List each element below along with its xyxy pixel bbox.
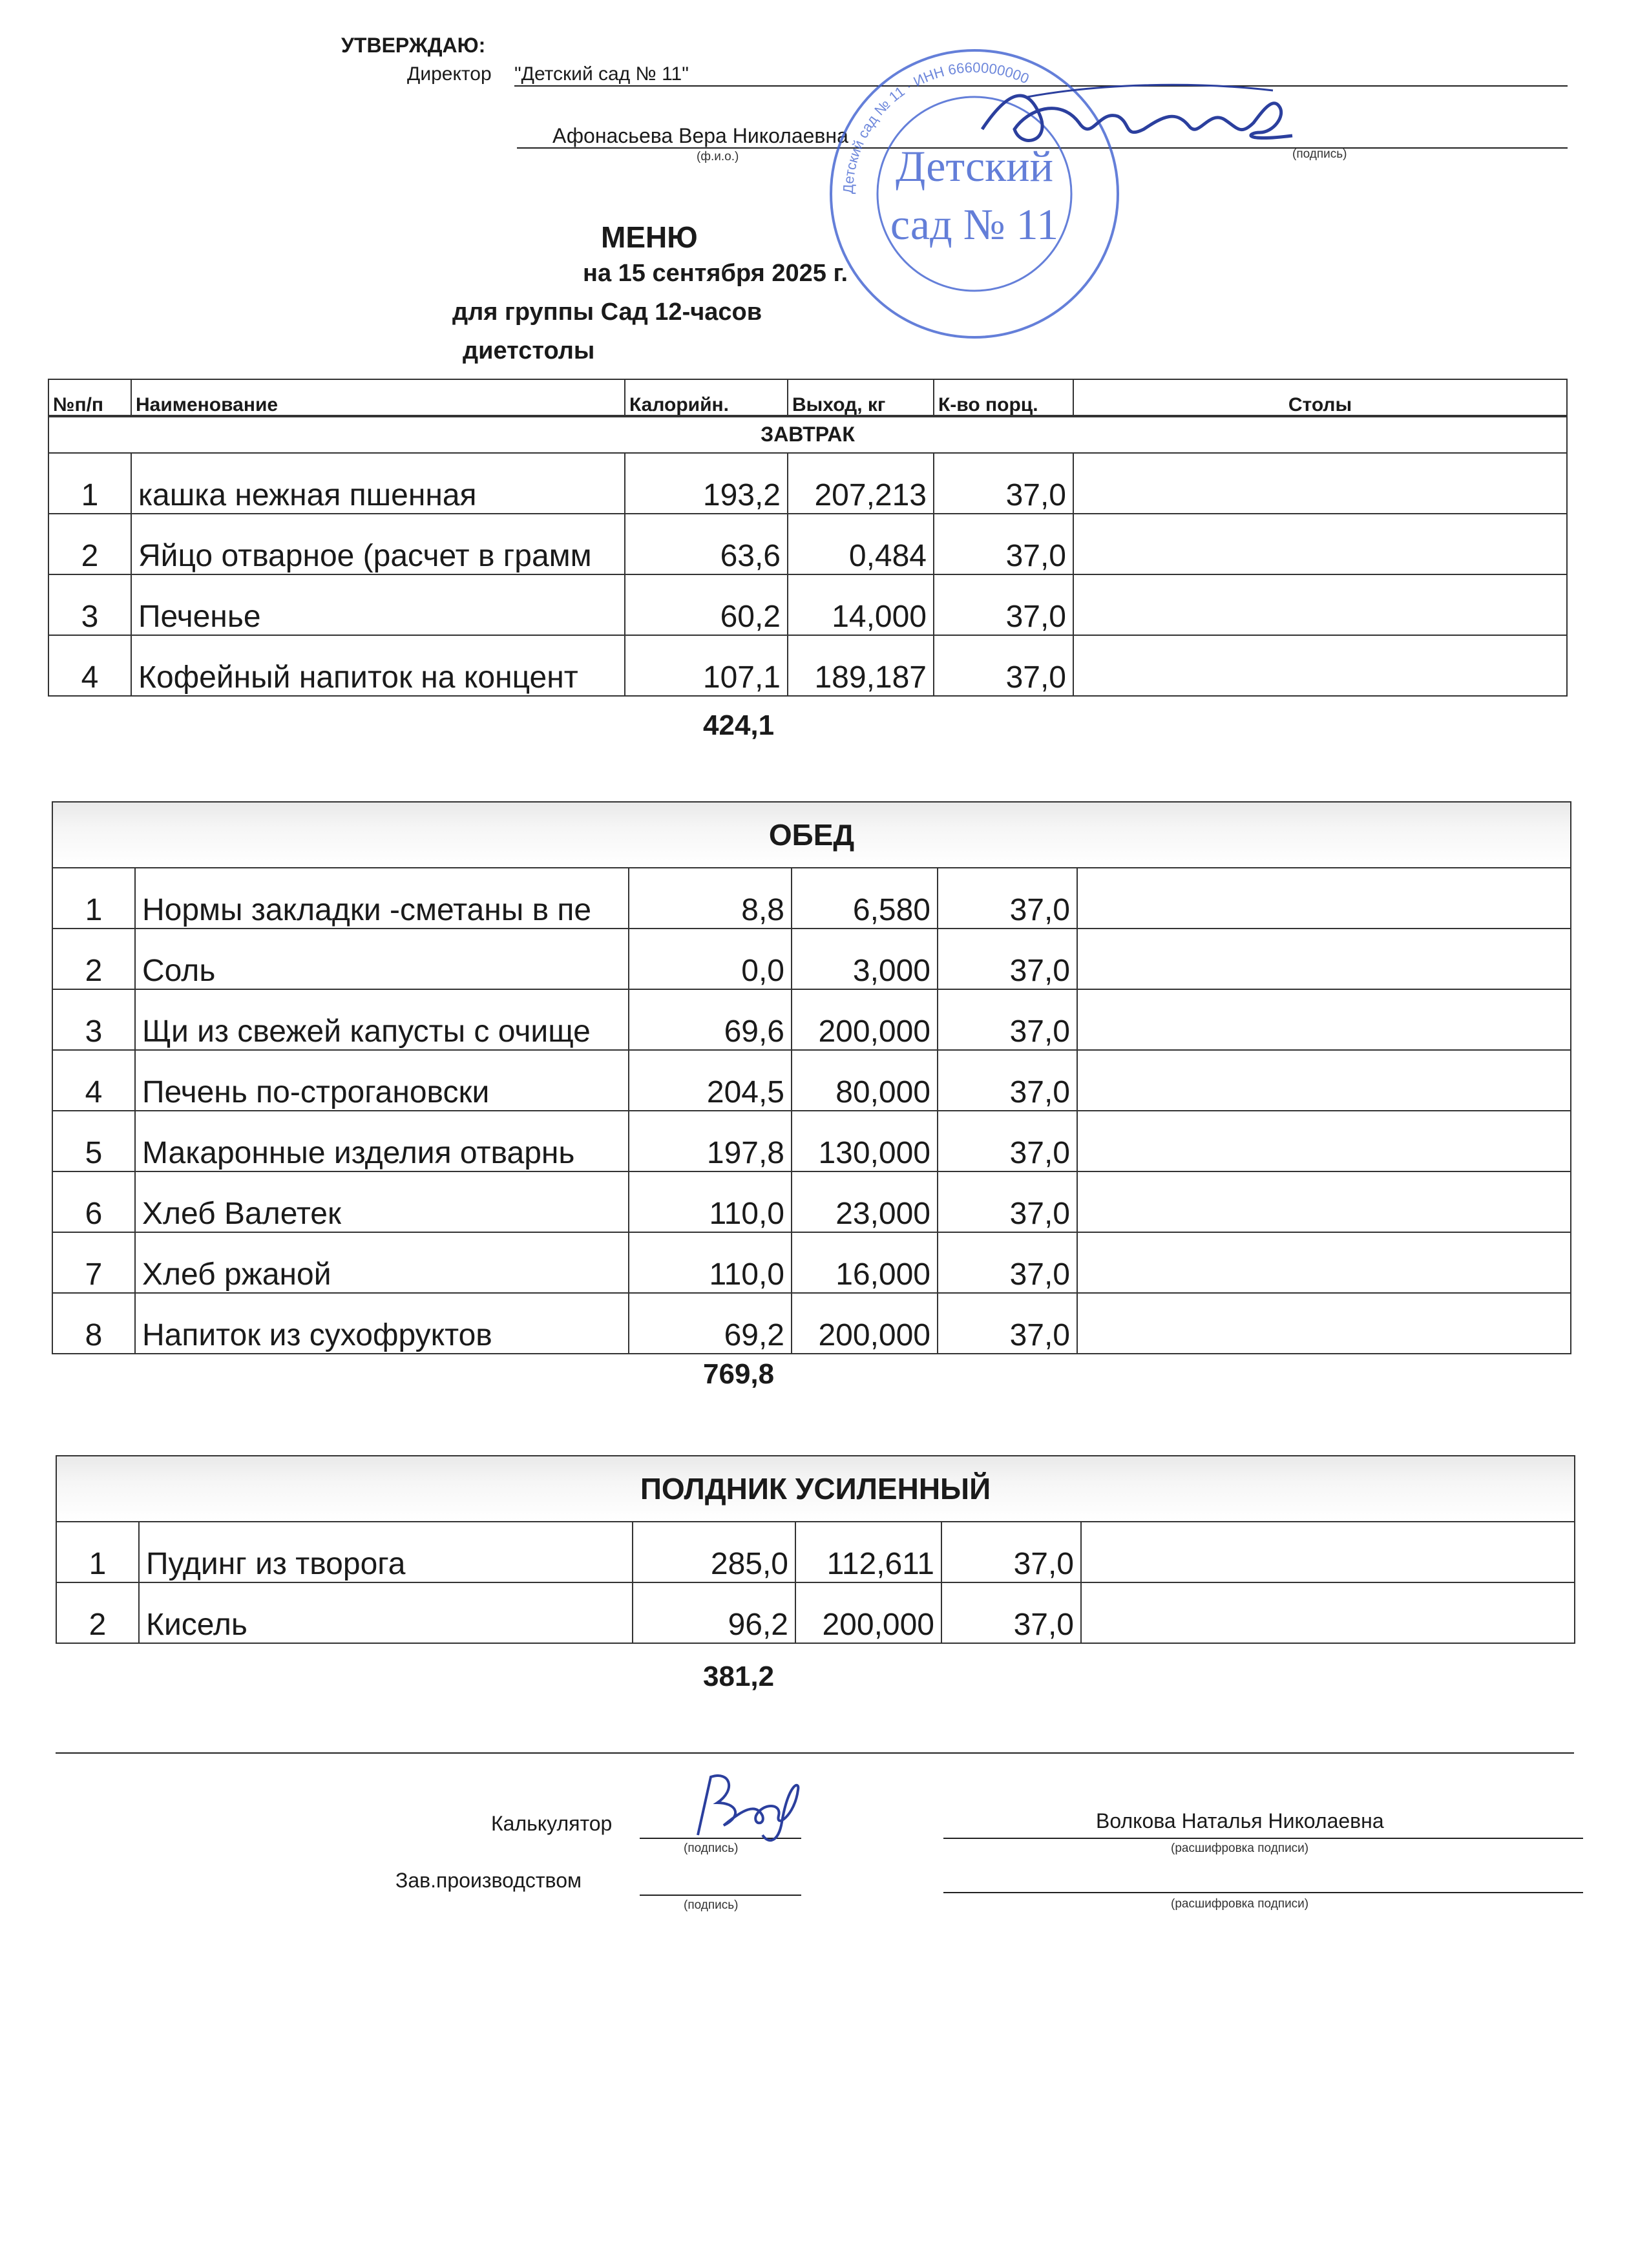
row-num: 3 xyxy=(52,989,135,1050)
row-yield: 200,000 xyxy=(792,1293,938,1354)
row-tables xyxy=(1081,1522,1575,1582)
row-kcal: 0,0 xyxy=(629,929,792,989)
row-portions: 37,0 xyxy=(938,989,1077,1050)
row-yield: 200,000 xyxy=(792,989,938,1050)
row-kcal: 193,2 xyxy=(625,453,788,514)
row-yield: 112,611 xyxy=(795,1522,941,1582)
row-name: кашка нежная пшенная xyxy=(131,453,625,514)
row-name: Яйцо отварное (расчет в грамм xyxy=(131,514,625,574)
table-row xyxy=(52,1111,1571,1171)
row-kcal: 69,6 xyxy=(629,989,792,1050)
calc-name: Волкова Наталья Николаевна xyxy=(1096,1809,1384,1832)
row-kcal: 8,8 xyxy=(629,868,792,929)
row-kcal: 60,2 xyxy=(625,574,788,635)
row-kcal: 197,8 xyxy=(629,1111,792,1171)
section-lunch-title: ОБЕД xyxy=(52,802,1571,868)
row-kcal: 69,2 xyxy=(629,1293,792,1354)
row-num: 2 xyxy=(52,929,135,989)
row-kcal: 107,1 xyxy=(625,635,788,696)
row-num: 4 xyxy=(48,635,131,696)
prod-sign-line xyxy=(640,1895,801,1896)
row-tables xyxy=(1077,1232,1571,1293)
row-num: 1 xyxy=(52,868,135,929)
row-name: Нормы закладки -сметаны в пе xyxy=(135,868,629,929)
row-yield: 189,187 xyxy=(788,635,934,696)
row-kcal: 96,2 xyxy=(633,1582,795,1643)
row-num: 8 xyxy=(52,1293,135,1354)
row-tables xyxy=(1077,1293,1571,1354)
col-name: Наименование xyxy=(131,379,625,417)
sign-caption: (подпись) xyxy=(1292,147,1347,161)
calc-decode-line xyxy=(943,1838,1583,1839)
col-tables: Столы xyxy=(1073,379,1567,417)
table-row xyxy=(48,514,1567,574)
table-row xyxy=(48,635,1567,696)
prod-label: Зав.производством xyxy=(395,1869,582,1892)
snack-table xyxy=(56,1455,1575,1644)
breakfast-total: 424,1 xyxy=(703,709,775,741)
prod-sign-caption: (подпись) xyxy=(684,1898,739,1912)
table-row xyxy=(56,1582,1575,1643)
stamp-line2: сад № 11 xyxy=(890,200,1059,249)
fio-caption: (ф.и.о.) xyxy=(697,150,739,163)
section-snack-title: ПОЛДНИК УСИЛЕННЫЙ xyxy=(56,1456,1575,1522)
snack-total: 381,2 xyxy=(703,1661,775,1692)
calc-label: Калькулятор xyxy=(491,1812,613,1835)
row-tables xyxy=(1077,1111,1571,1171)
row-yield: 6,580 xyxy=(792,868,938,929)
table-row xyxy=(52,868,1571,929)
row-tables xyxy=(1073,514,1567,574)
row-portions: 37,0 xyxy=(941,1582,1081,1643)
org-name: "Детский сад № 11" xyxy=(514,63,689,85)
row-yield: 80,000 xyxy=(792,1050,938,1111)
table-row xyxy=(48,574,1567,635)
row-name: Пудинг из творога xyxy=(139,1522,633,1582)
table-row xyxy=(52,1232,1571,1293)
row-tables xyxy=(1073,635,1567,696)
row-yield: 3,000 xyxy=(792,929,938,989)
prod-decode-line xyxy=(943,1892,1583,1893)
col-portions: К-во порц. xyxy=(934,379,1073,417)
row-portions: 37,0 xyxy=(938,1111,1077,1171)
column-header xyxy=(48,379,1568,417)
table-row xyxy=(48,453,1567,514)
row-num: 7 xyxy=(52,1232,135,1293)
row-kcal: 110,0 xyxy=(629,1171,792,1232)
row-num: 2 xyxy=(56,1582,139,1643)
row-name: Печень по-строгановски xyxy=(135,1050,629,1111)
row-name: Кисель xyxy=(139,1582,633,1643)
row-portions: 37,0 xyxy=(934,453,1073,514)
breakfast-table xyxy=(48,415,1568,697)
table-row xyxy=(52,1050,1571,1111)
row-kcal: 204,5 xyxy=(629,1050,792,1111)
row-tables xyxy=(1073,453,1567,514)
row-tables xyxy=(1081,1582,1575,1643)
row-name: Напиток из сухофруктов xyxy=(135,1293,629,1354)
row-yield: 23,000 xyxy=(792,1171,938,1232)
row-portions: 37,0 xyxy=(938,929,1077,989)
menu-group: для группы Сад 12-часов xyxy=(452,299,762,326)
row-yield: 200,000 xyxy=(795,1582,941,1643)
director-label: Директор xyxy=(407,63,492,85)
row-portions: 37,0 xyxy=(938,1171,1077,1232)
row-portions: 37,0 xyxy=(938,1232,1077,1293)
table-row xyxy=(52,1293,1571,1354)
row-yield: 0,484 xyxy=(788,514,934,574)
lunch-total: 769,8 xyxy=(703,1358,775,1390)
row-portions: 37,0 xyxy=(938,868,1077,929)
approval-title: УТВЕРЖДАЮ: xyxy=(341,34,486,57)
row-tables xyxy=(1077,868,1571,929)
col-num: №п/п xyxy=(48,379,131,417)
col-kcal: Калорийн. xyxy=(625,379,788,417)
table-row xyxy=(52,929,1571,989)
row-name: Хлеб Валетек xyxy=(135,1171,629,1232)
row-portions: 37,0 xyxy=(934,514,1073,574)
row-kcal: 110,0 xyxy=(629,1232,792,1293)
row-name: Кофейный напиток на концент xyxy=(131,635,625,696)
director-signature xyxy=(969,71,1305,168)
menu-title: МЕНЮ xyxy=(601,220,698,254)
table-row xyxy=(52,989,1571,1050)
section-breakfast-title: ЗАВТРАК xyxy=(48,415,1567,453)
row-num: 4 xyxy=(52,1050,135,1111)
row-tables xyxy=(1077,989,1571,1050)
menu-subtitle: диетстолы xyxy=(463,337,595,364)
row-num: 3 xyxy=(48,574,131,635)
row-yield: 16,000 xyxy=(792,1232,938,1293)
row-num: 1 xyxy=(48,453,131,514)
row-portions: 37,0 xyxy=(938,1050,1077,1111)
row-num: 6 xyxy=(52,1171,135,1232)
prod-decode-caption: (расшифровка подписи) xyxy=(1171,1897,1309,1911)
row-name: Щи из свежей капусты с очище xyxy=(135,989,629,1050)
row-portions: 37,0 xyxy=(941,1522,1081,1582)
lunch-table xyxy=(52,801,1571,1354)
row-name: Печенье xyxy=(131,574,625,635)
table-row xyxy=(52,1171,1571,1232)
row-tables xyxy=(1073,574,1567,635)
row-yield: 14,000 xyxy=(788,574,934,635)
row-portions: 37,0 xyxy=(934,635,1073,696)
row-name: Хлеб ржаной xyxy=(135,1232,629,1293)
row-tables xyxy=(1077,929,1571,989)
row-yield: 207,213 xyxy=(788,453,934,514)
row-kcal: 63,6 xyxy=(625,514,788,574)
table-row xyxy=(56,1522,1575,1582)
calc-decode-caption: (расшифровка подписи) xyxy=(1171,1842,1309,1855)
row-num: 2 xyxy=(48,514,131,574)
stamp-ring-text: Детский сад № 11 · ИНН 6660000000 xyxy=(839,59,1032,194)
row-name: Макаронные изделия отварнь xyxy=(135,1111,629,1171)
row-yield: 130,000 xyxy=(792,1111,938,1171)
footer-divider xyxy=(56,1752,1574,1754)
row-tables xyxy=(1077,1171,1571,1232)
menu-date: на 15 сентября 2025 г. xyxy=(583,260,848,287)
calc-signature xyxy=(685,1764,814,1848)
row-num: 5 xyxy=(52,1111,135,1171)
row-num: 1 xyxy=(56,1522,139,1582)
col-yield: Выход, кг xyxy=(788,379,934,417)
row-tables xyxy=(1077,1050,1571,1111)
calc-sign-caption: (подпись) xyxy=(684,1842,739,1855)
row-kcal: 285,0 xyxy=(633,1522,795,1582)
director-name: Афонасьева Вера Николаевна xyxy=(552,124,848,147)
row-name: Соль xyxy=(135,929,629,989)
row-portions: 37,0 xyxy=(938,1293,1077,1354)
stamp-line1: Детский xyxy=(896,142,1053,191)
row-portions: 37,0 xyxy=(934,574,1073,635)
